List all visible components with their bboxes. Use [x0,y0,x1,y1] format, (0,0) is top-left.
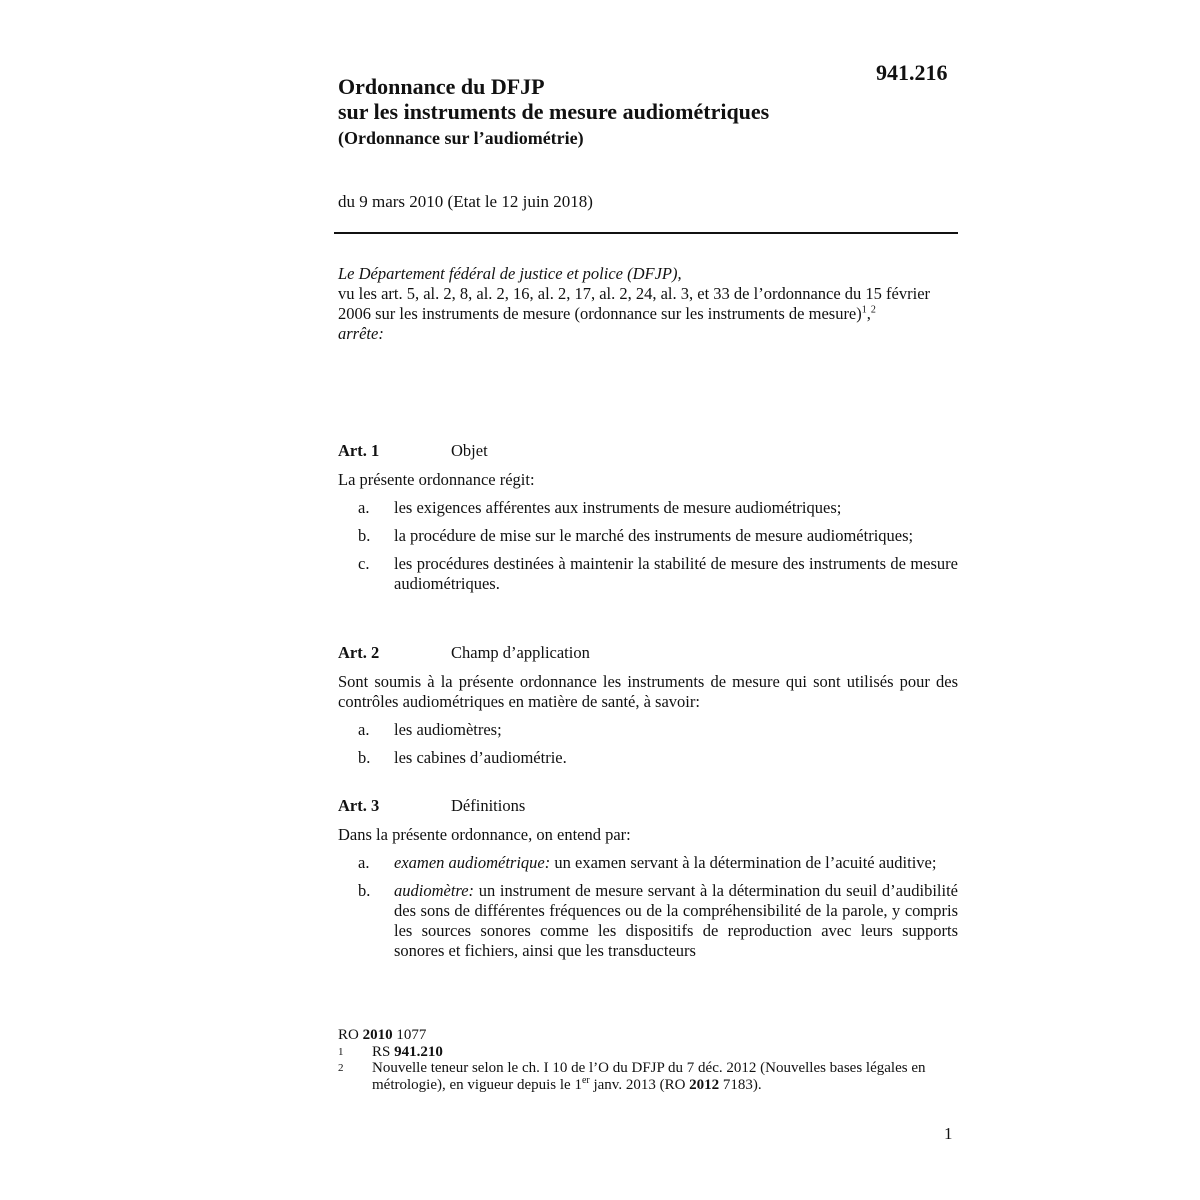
date-line: du 9 mars 2010 (Etat le 12 juin 2018) [338,192,593,211]
article-heading [338,441,958,461]
preamble [338,264,958,344]
list-item-text [394,881,958,961]
ro-reference [338,1027,958,1044]
title-block [338,74,898,150]
preamble-basis-text: vu les art. 5, al. 2, 8, al. 2, 16, al. 2, 17, al. 2, 24, al. 3, et 33 de l’ordonnance du 15 février 2006 sur les instruments de mesure (ordonnance sur les instruments de mesure) [338,284,931,323]
article-list [338,853,958,961]
article-1 [338,441,958,594]
article-list [338,720,958,768]
list-item-text: les exigences afférentes aux instruments de mesure audiométriques; [394,498,842,517]
sr-number: 941.216 [876,60,948,85]
footnote-prefix: RS [372,1043,395,1060]
footnote-text-part: janv. 2013 (RO [589,1076,690,1093]
list-marker: a. [358,498,370,517]
ro-page: 1077 [392,1027,427,1043]
article-list [338,498,958,594]
list-marker: b. [358,526,371,545]
page-number: 1 [944,1124,953,1143]
article-intro: Dans la présente ordonnance, on entend par: [338,825,631,844]
list-marker: a. [358,720,370,739]
article-title: Objet [451,441,488,460]
footnotes [338,1027,958,1093]
footnote-text-part: Nouvelle teneur selon le ch. I 10 de l’O du DFJP du 7 déc. 2012 (Nouvelles bases légales en métrologie), en vigueur depuis le 1 [372,1060,926,1093]
article-2 [338,643,958,768]
list-item-text: les procédures destinées à maintenir la stabilité de mesure des instruments de mesure audiométriques. [394,554,958,593]
footnote-text [372,1044,958,1061]
article-title: Champ d’application [451,643,590,662]
title-line-1: Ordonnance du DFJP [338,74,545,99]
article-number: Art. 3 [338,796,380,815]
defined-term: examen audiométrique: [394,853,551,872]
list-item [338,498,958,518]
definition-text: un instrument de mesure servant à la détermination du seuil d’audibilité des sons de différentes fréquences ou de la compréhensibilité de la parole, y compris les sources sonores comme les dispositifs de reproduction avec leurs supports sonores et fichiers, ainsi que les transducteurs [394,881,958,960]
footnote-marker: 2 [338,1062,344,1074]
footnote-ref-1[interactable]: 1 [861,304,867,316]
list-item-text: la procédure de mise sur le marché des instruments de mesure audiométriques; [394,526,914,545]
footnote-marker: 1 [338,1045,344,1058]
article-intro: Sont soumis à la présente ordonnance les instruments de mesure qui sont utilisés pour des contrôles audiométriques en matière de santé, à savoir: [338,672,958,711]
preamble-legal-basis [338,284,958,324]
list-item [338,853,958,873]
list-marker: a. [358,853,370,872]
short-title: (Ordonnance sur l’audiométrie) [338,128,584,148]
list-item-text: les audiomètres; [394,720,502,739]
document-page [338,0,958,1200]
list-item-text [394,853,958,873]
list-marker: c. [358,554,370,573]
article-heading [338,796,958,816]
footnote-text [372,1060,958,1093]
footnote-text-part: 7183). [719,1076,762,1093]
article-intro: La présente ordonnance régit: [338,470,535,489]
ro-year: 2010 [362,1027,393,1043]
list-item [338,881,958,961]
header-divider [334,232,958,234]
preamble-authority: Le Département fédéral de justice et police (DFJP), [338,264,682,283]
footnote-ref-2[interactable]: 2 [870,304,876,316]
list-item [338,748,958,768]
preamble-decree: arrête: [338,324,384,343]
list-item [338,720,958,740]
ro-prefix: RO [338,1027,363,1043]
list-marker: b. [358,881,371,900]
footnote-2 [338,1060,958,1093]
article-number: Art. 1 [338,441,380,460]
list-item [338,526,958,546]
article-number: Art. 2 [338,643,380,662]
footnote-ro-year: 2012 [689,1076,720,1093]
definition-text: un examen servant à la détermination de l’acuité auditive; [550,853,937,872]
footnote-sr-ref[interactable]: 941.210 [394,1043,443,1060]
article-title: Définitions [451,796,526,815]
footnote-1 [338,1044,958,1061]
list-item [338,554,958,594]
defined-term: audiomètre: [394,881,475,900]
title-line-2: sur les instruments de mesure audiométriques [338,99,770,124]
footnote-superscript: er [581,1074,590,1086]
list-item-text: les cabines d’audiométrie. [394,748,567,767]
footnote-ref-separator: , [866,304,871,323]
article-3 [338,796,958,961]
list-marker: b. [358,748,371,767]
article-heading [338,643,958,663]
